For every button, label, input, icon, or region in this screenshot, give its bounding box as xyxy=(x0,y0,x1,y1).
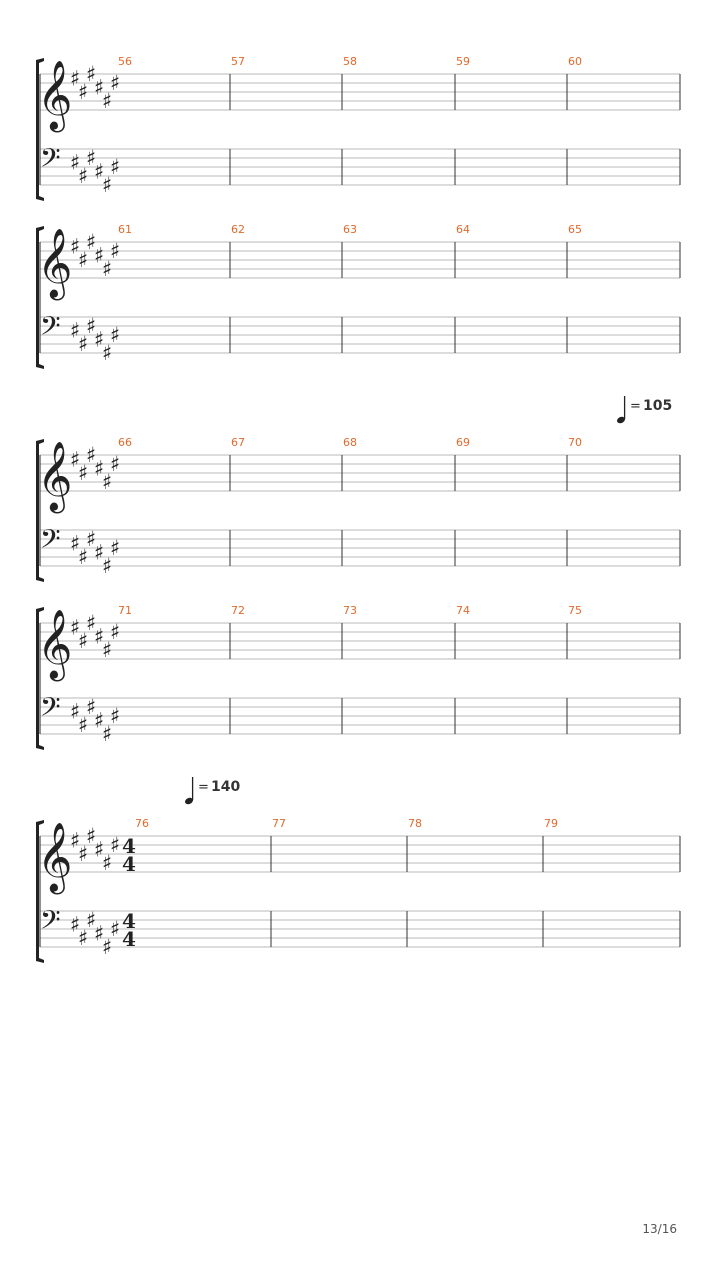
treble-key-signature xyxy=(70,611,120,662)
measure-number: 67 xyxy=(231,436,245,449)
treble-staff xyxy=(40,242,680,278)
sharp-icon: ♯ xyxy=(110,833,121,857)
measure-number: 73 xyxy=(343,604,357,617)
tempo-bpm: 140 xyxy=(211,779,241,795)
sharp-icon: ♯ xyxy=(70,447,81,472)
treble-key-signature xyxy=(70,443,120,494)
sharp-icon: ♯ xyxy=(70,234,81,259)
measure-number: 75 xyxy=(568,604,582,617)
sharp-icon: ♯ xyxy=(70,150,81,175)
sharp-icon: ♯ xyxy=(86,695,97,719)
sharp-icon: ♯ xyxy=(86,611,97,635)
sharp-icon: ♯ xyxy=(78,629,89,653)
treble-staff xyxy=(40,455,680,491)
sharp-icon: ♯ xyxy=(86,230,97,254)
bass-key-signature xyxy=(70,527,120,578)
sharp-icon: ♯ xyxy=(102,722,113,746)
bass-staff xyxy=(40,149,680,185)
bass-key-signature xyxy=(70,695,120,746)
sharp-icon: ♯ xyxy=(78,926,89,950)
system-5 xyxy=(36,777,680,963)
bass-clef-icon: 𝄢 xyxy=(40,904,61,942)
sharp-icon: ♯ xyxy=(86,62,97,86)
bass-clef-icon: 𝄢 xyxy=(40,310,61,348)
sharp-icon: ♯ xyxy=(110,452,121,476)
bass-staff xyxy=(40,698,680,734)
sharp-icon: ♯ xyxy=(102,554,113,578)
sharp-icon: ♯ xyxy=(110,323,121,347)
sharp-icon: ♯ xyxy=(102,341,113,365)
measure-number: 79 xyxy=(544,817,558,830)
system-2 xyxy=(36,223,680,369)
sharp-icon: ♯ xyxy=(70,615,81,640)
sharp-icon: ♯ xyxy=(70,66,81,91)
measure-number: 64 xyxy=(456,223,470,236)
measure-number: 71 xyxy=(118,604,132,617)
treble-staff xyxy=(40,836,680,872)
sharp-icon: ♯ xyxy=(94,921,105,946)
sharp-icon: ♯ xyxy=(86,527,97,551)
bass-time-signature xyxy=(122,909,136,951)
bass-clef-icon: 𝄢 xyxy=(40,142,61,180)
sharp-icon: ♯ xyxy=(102,935,113,959)
measure-number: 78 xyxy=(408,817,422,830)
sharp-icon: ♯ xyxy=(78,164,89,188)
sharp-icon: ♯ xyxy=(78,332,89,356)
sharp-icon: ♯ xyxy=(102,89,113,113)
sharp-icon: ♯ xyxy=(110,536,121,560)
system-1 xyxy=(36,55,680,201)
sharp-icon: ♯ xyxy=(70,531,81,556)
sharp-icon: ♯ xyxy=(94,159,105,184)
sharp-icon: ♯ xyxy=(78,248,89,272)
measure-number: 61 xyxy=(118,223,132,236)
sharp-icon: ♯ xyxy=(78,842,89,866)
quarter-note-icon xyxy=(616,396,626,424)
bass-key-signature xyxy=(70,146,120,197)
sharp-icon: ♯ xyxy=(110,704,121,728)
measure-number: 69 xyxy=(456,436,470,449)
tempo-marking xyxy=(184,777,241,805)
tempo-equals: = xyxy=(198,780,209,795)
time-signature-numerator: 4 xyxy=(122,834,136,858)
time-signature-denominator: 4 xyxy=(122,852,136,876)
sharp-icon: ♯ xyxy=(94,540,105,565)
measure-number: 60 xyxy=(568,55,582,68)
measure-number: 76 xyxy=(135,817,149,830)
sharp-icon: ♯ xyxy=(94,456,105,481)
measure-number: 66 xyxy=(118,436,132,449)
sharp-icon: ♯ xyxy=(94,624,105,649)
time-signature-denominator: 4 xyxy=(122,927,136,951)
sharp-icon: ♯ xyxy=(78,713,89,737)
treble-staff xyxy=(40,74,680,110)
time-signature-numerator: 4 xyxy=(122,909,136,933)
sharp-icon: ♯ xyxy=(70,828,81,853)
sharp-icon: ♯ xyxy=(94,837,105,862)
treble-time-signature xyxy=(122,834,136,876)
bass-clef-icon: 𝄢 xyxy=(40,691,61,729)
tempo-bpm: 105 xyxy=(643,398,673,414)
treble-clef-icon: 𝄞 xyxy=(37,228,73,298)
bass-staff xyxy=(40,317,680,353)
sharp-icon: ♯ xyxy=(70,699,81,724)
sharp-icon: ♯ xyxy=(110,155,121,179)
sharp-icon: ♯ xyxy=(86,908,97,932)
measure-number: 72 xyxy=(231,604,245,617)
page-number: 13/16 xyxy=(642,1222,677,1236)
sharp-icon: ♯ xyxy=(94,243,105,268)
sharp-icon: ♯ xyxy=(110,71,121,95)
measure-number: 56 xyxy=(118,55,132,68)
measure-number: 58 xyxy=(343,55,357,68)
sharp-icon: ♯ xyxy=(94,327,105,352)
treble-key-signature xyxy=(70,824,120,875)
treble-key-signature xyxy=(70,62,120,113)
bass-clef-icon: 𝄢 xyxy=(40,523,61,561)
sharp-icon: ♯ xyxy=(70,318,81,343)
sharp-icon: ♯ xyxy=(94,75,105,100)
sharp-icon: ♯ xyxy=(102,470,113,494)
measure-number: 63 xyxy=(343,223,357,236)
system-4 xyxy=(36,604,680,750)
measure-number: 65 xyxy=(568,223,582,236)
treble-clef-icon: 𝄞 xyxy=(37,822,73,892)
sharp-icon: ♯ xyxy=(102,851,113,875)
sharp-icon: ♯ xyxy=(78,80,89,104)
sharp-icon: ♯ xyxy=(94,708,105,733)
measure-number: 57 xyxy=(231,55,245,68)
tempo-equals: = xyxy=(630,399,641,414)
bass-staff xyxy=(40,530,680,566)
sharp-icon: ♯ xyxy=(102,257,113,281)
treble-clef-icon: 𝄞 xyxy=(37,441,73,511)
sharp-icon: ♯ xyxy=(70,912,81,937)
measure-number: 74 xyxy=(456,604,470,617)
tempo-marking xyxy=(616,396,672,424)
measure-number: 70 xyxy=(568,436,582,449)
measure-number: 62 xyxy=(231,223,245,236)
bass-key-signature xyxy=(70,908,120,959)
bass-key-signature xyxy=(70,314,120,365)
sharp-icon: ♯ xyxy=(102,638,113,662)
sharp-icon: ♯ xyxy=(102,173,113,197)
sharp-icon: ♯ xyxy=(110,620,121,644)
treble-key-signature xyxy=(70,230,120,281)
sharp-icon: ♯ xyxy=(110,917,121,941)
sharp-icon: ♯ xyxy=(86,314,97,338)
treble-clef-icon: 𝄞 xyxy=(37,609,73,679)
sharp-icon: ♯ xyxy=(86,824,97,848)
sharp-icon: ♯ xyxy=(78,461,89,485)
bass-staff xyxy=(40,911,680,947)
measure-number: 68 xyxy=(343,436,357,449)
system-3 xyxy=(36,396,680,582)
sharp-icon: ♯ xyxy=(78,545,89,569)
sharp-icon: ♯ xyxy=(86,146,97,170)
sharp-icon: ♯ xyxy=(110,239,121,263)
sharp-icon: ♯ xyxy=(86,443,97,467)
measure-number: 77 xyxy=(272,817,286,830)
measure-number: 59 xyxy=(456,55,470,68)
treble-clef-icon: 𝄞 xyxy=(37,60,73,130)
treble-staff xyxy=(40,623,680,659)
quarter-note-icon xyxy=(184,777,194,805)
